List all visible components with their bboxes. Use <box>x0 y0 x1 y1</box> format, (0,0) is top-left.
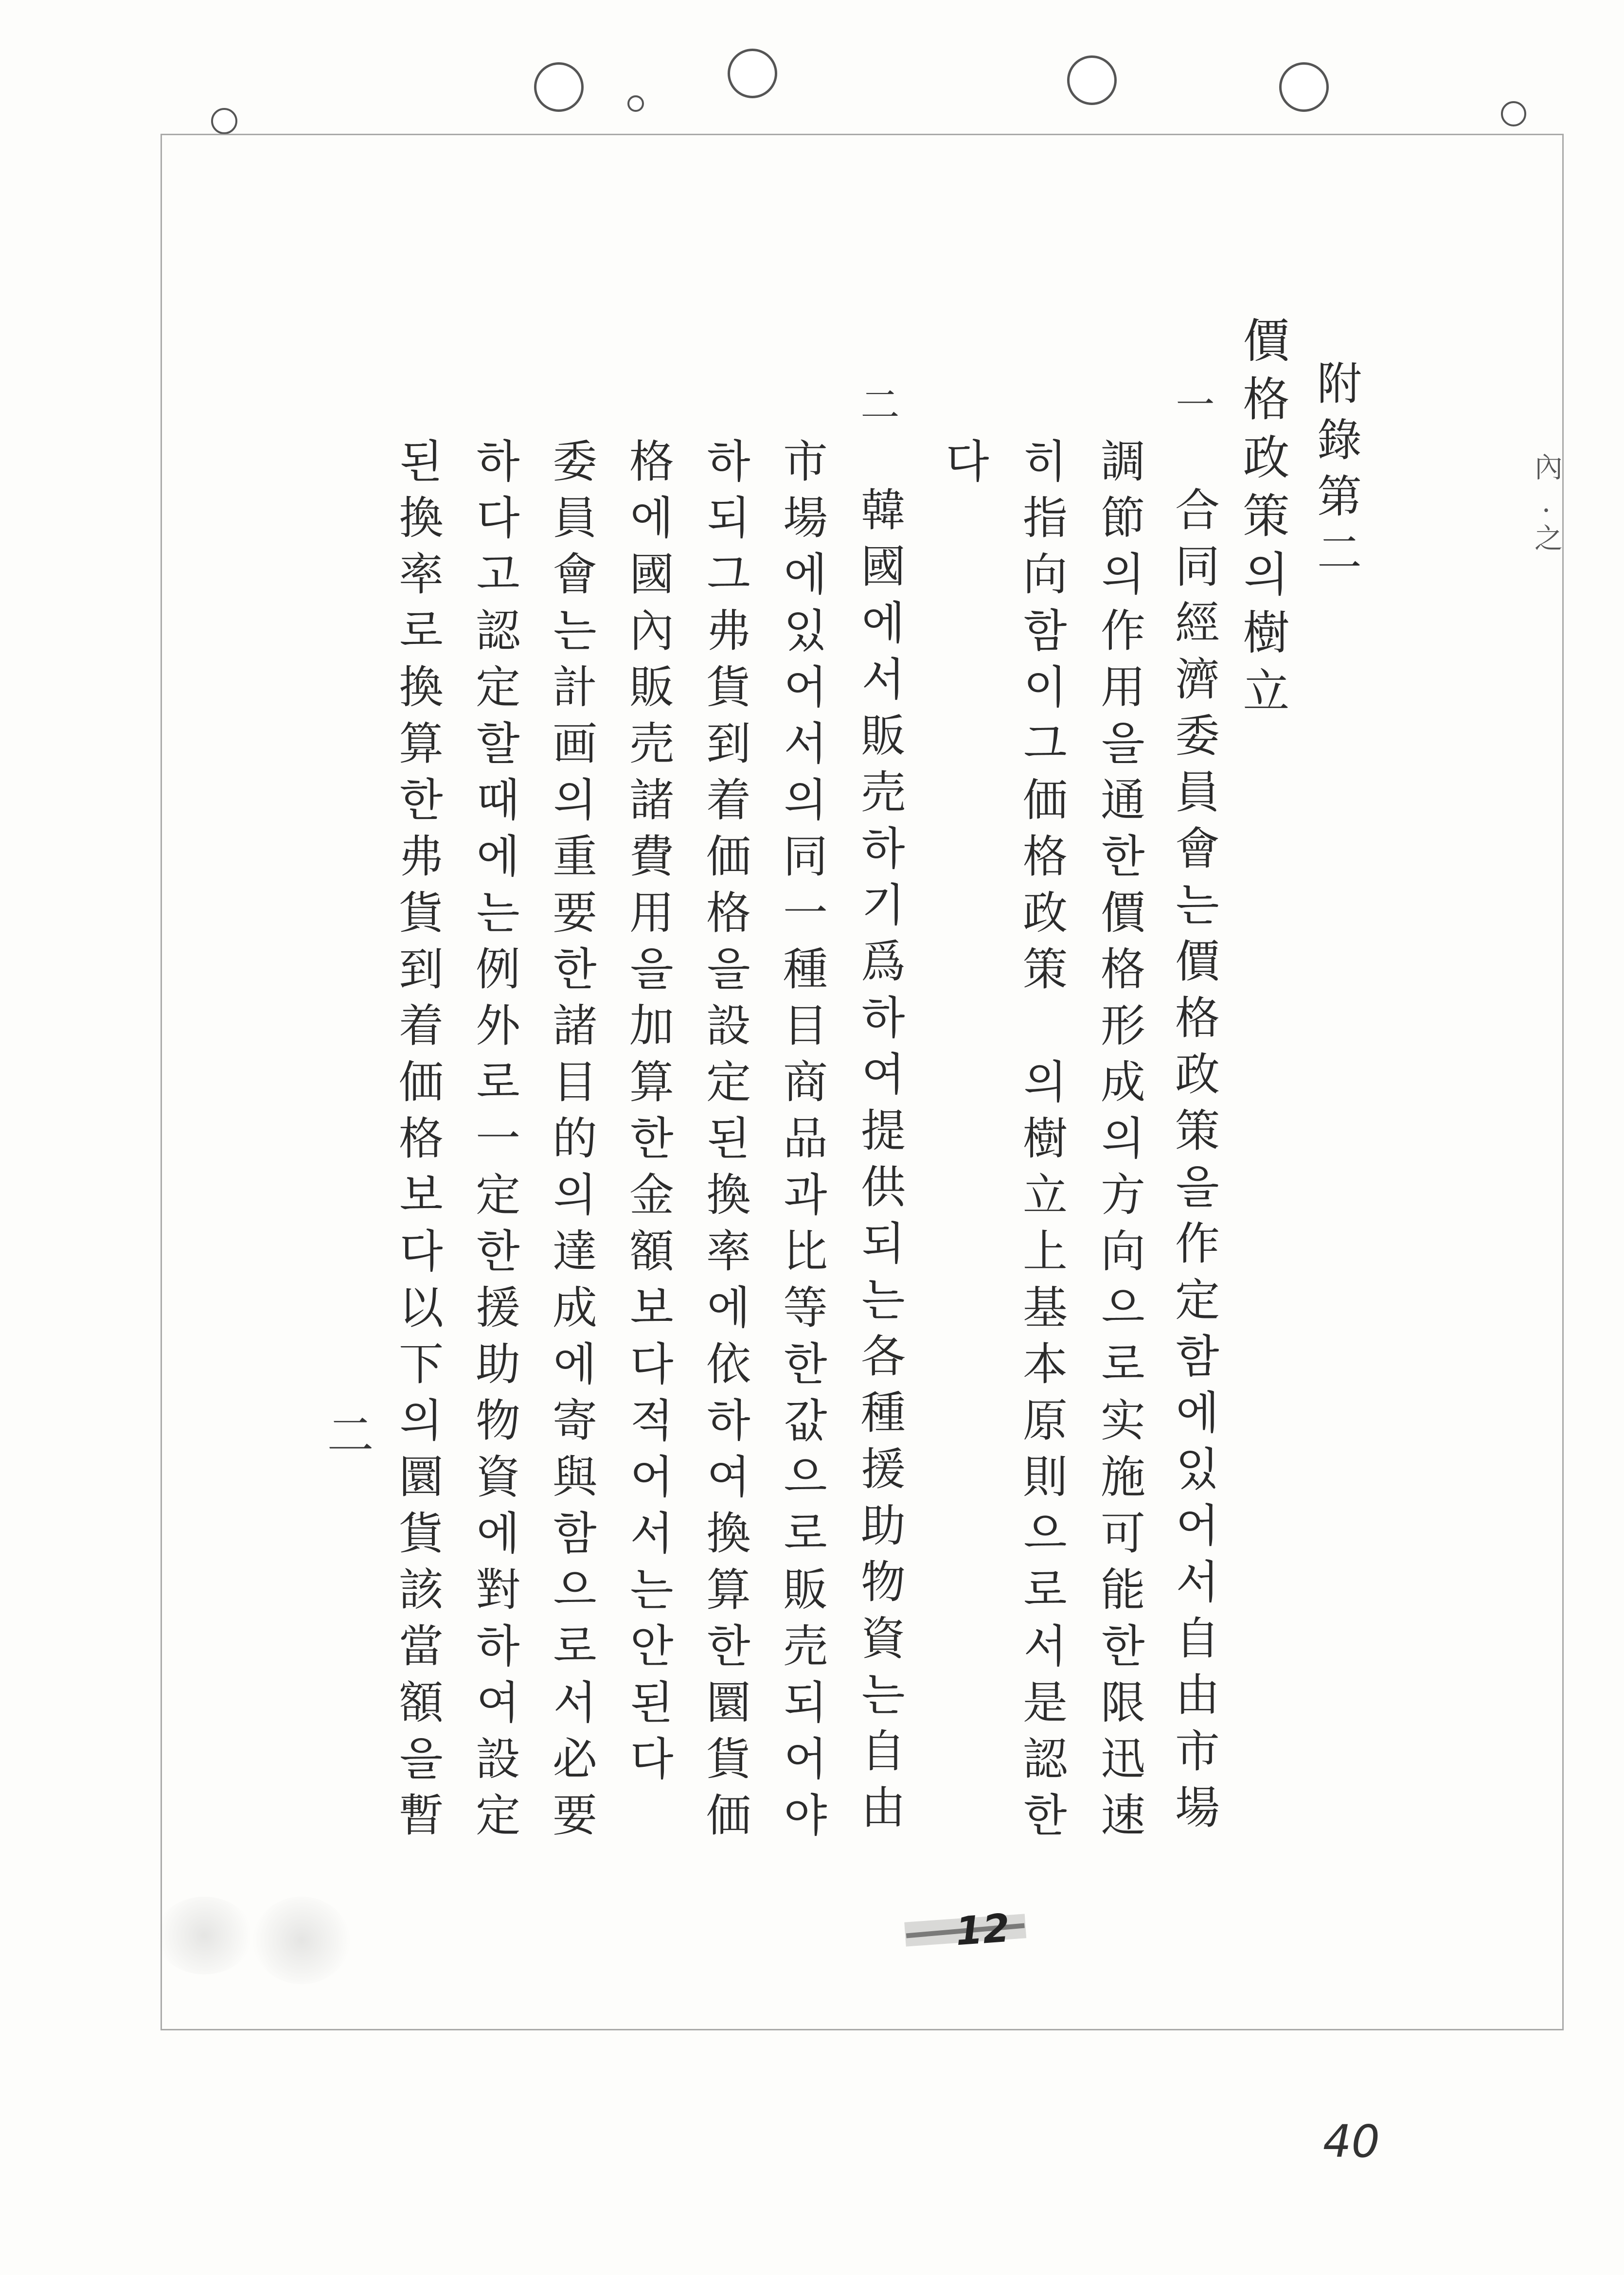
binder-hole <box>534 62 584 112</box>
handwritten-page-number <box>901 1907 1030 1957</box>
binder-hole <box>211 108 237 134</box>
section-2-line-4: 格에國內販売諸費用을加算한金額보다적어서는안된다 <box>622 438 674 1792</box>
page-marker: 二 <box>320 1410 374 1457</box>
scan-smudge <box>156 1897 253 1974</box>
binder-hole <box>1501 101 1526 126</box>
section-1-line-4: 다 <box>938 438 990 494</box>
section-2-line-5: 委員會는計画의重要한諸目的의達成에寄與함으로서必要 <box>545 438 597 1848</box>
section-2-line-1: 韓國에서販売하기爲하여提供되는各種援助物資는自由 <box>854 486 906 1840</box>
section-1-line-3: 히指向함이그価格政策 의樹立上基本原則으로서是認한 <box>1016 438 1068 1848</box>
handwritten-number-text: 12 <box>954 1907 1012 1955</box>
page-number: 40 <box>1323 2115 1380 2168</box>
binder-hole <box>1279 62 1329 112</box>
binder-hole <box>1067 55 1117 105</box>
section-2-line-6: 하다고認定할때에는例外로一定한援助物資에對하여設定 <box>468 438 520 1848</box>
section-number-2: 二 <box>854 384 899 423</box>
section-2-line-7: 된換率로換算한弗貨到着価格보다以下의圜貨該當額을暫 <box>392 438 444 1848</box>
scan-smudge <box>253 1897 350 1984</box>
section-1-line-1: 合同經濟委員會는價格政策을作定함에있어서自由市場 <box>1168 486 1220 1840</box>
section-heading: 價格政策의樹立 <box>1235 316 1290 725</box>
section-2-line-2: 市場에있어서의同一種目商品과比等한값으로販売되어야 <box>776 438 828 1848</box>
binder-hole <box>627 95 644 112</box>
section-2-line-3: 하되그弗貨到着価格을設定된換率에依하여換算한圜貨価 <box>699 438 751 1848</box>
corner-mark: 內.之 <box>1530 452 1563 556</box>
section-number-1: 一 <box>1169 384 1214 423</box>
appendix-title: 附錄第二 <box>1310 360 1362 586</box>
section-1-line-2: 調節의作用을通한價格形成의方向으로实施可能한限迅速 <box>1093 438 1145 1848</box>
binder-hole <box>728 49 777 98</box>
